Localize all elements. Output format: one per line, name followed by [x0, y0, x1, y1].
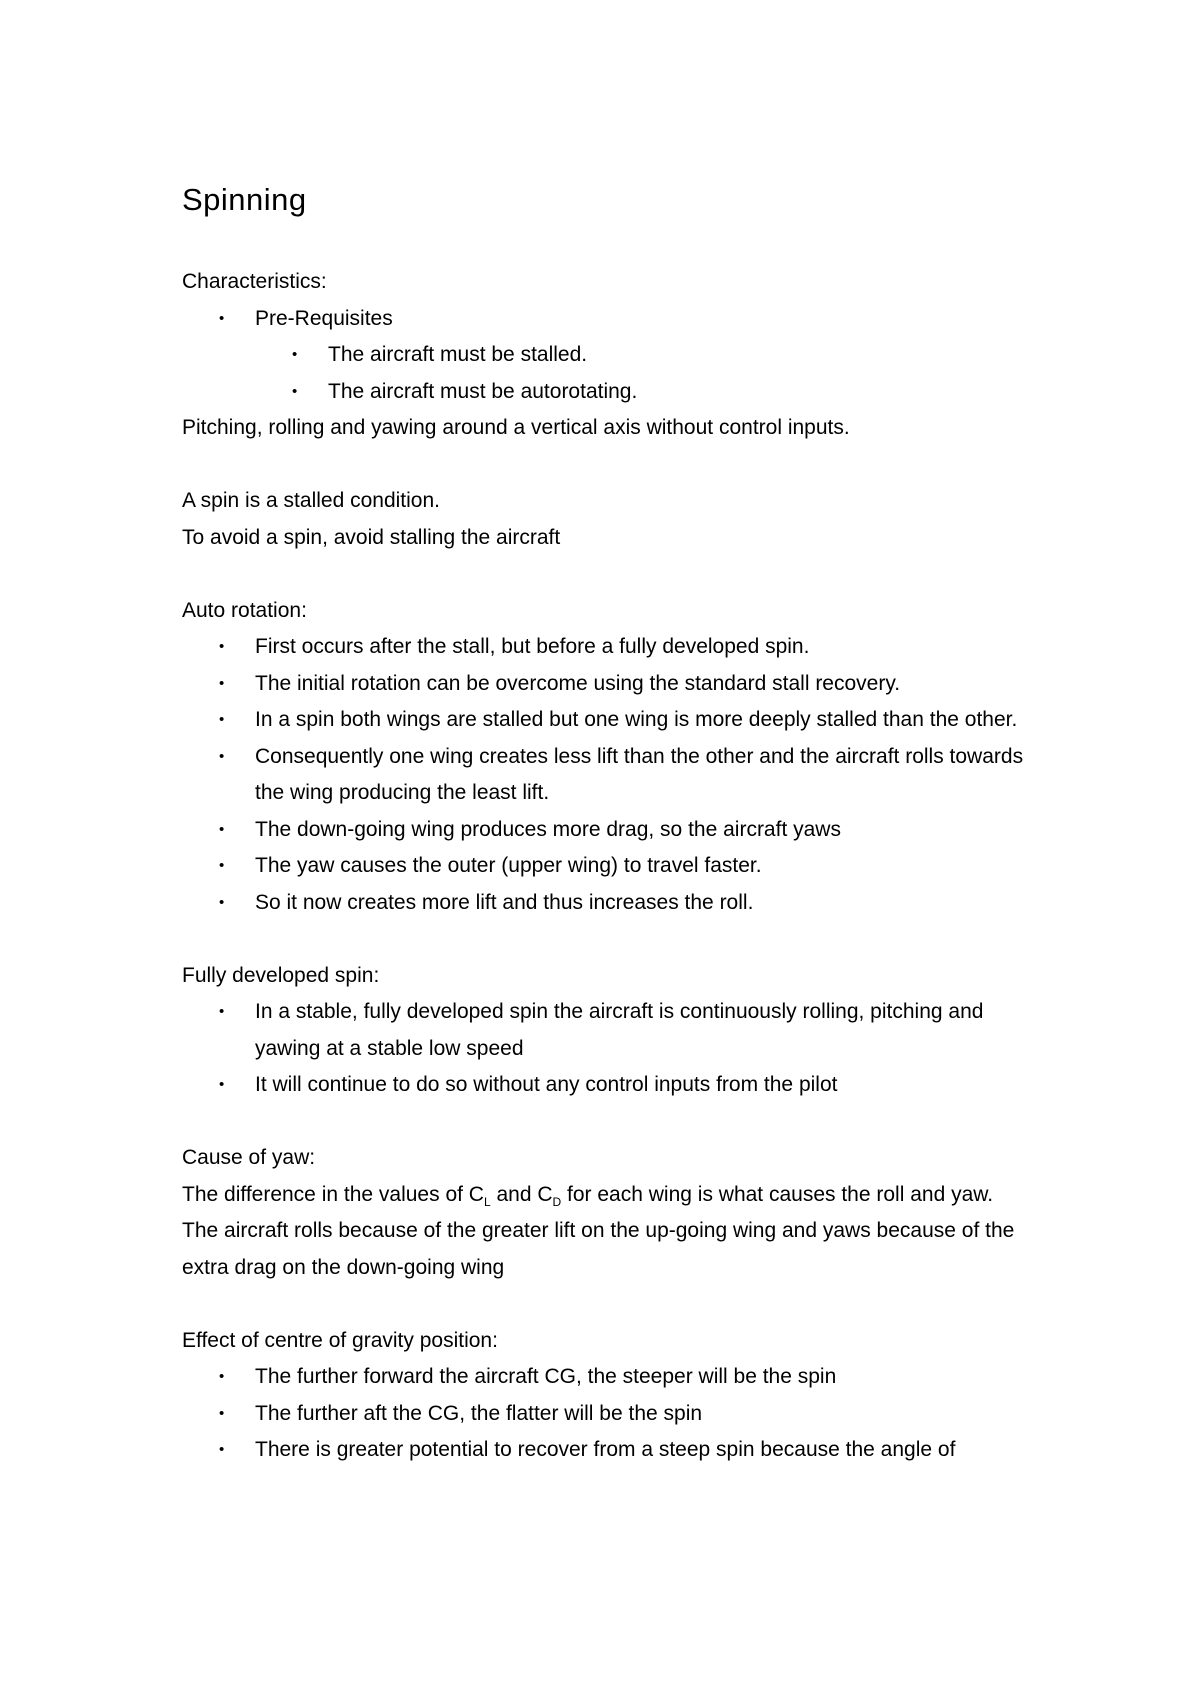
bullet-icon: •	[292, 382, 298, 400]
list-item-text: The aircraft must be autorotating.	[328, 379, 638, 403]
cg-heading: Effect of centre of gravity position:	[182, 1328, 498, 1352]
developed-spin-heading: Fully developed spin:	[182, 963, 380, 987]
text-run: and C	[490, 1182, 553, 1206]
paragraph	[182, 1177, 1042, 1214]
list-item-text: The down-going wing produces more drag, so the aircraft yaws	[255, 817, 841, 841]
list-item	[182, 666, 1042, 703]
list-item-text: So it now creates more lift and thus increases the roll.	[255, 890, 754, 914]
bullet-icon: •	[219, 1404, 225, 1422]
bullet-icon: •	[219, 1003, 225, 1020]
cause-of-yaw-heading: Cause of yaw:	[182, 1146, 316, 1169]
paragraph: To avoid a spin, avoid stalling the aircraft	[182, 525, 561, 549]
document-body	[182, 180, 1042, 1469]
bullet-icon: •	[219, 747, 225, 765]
list-item-text: The aircraft must be stalled.	[328, 343, 588, 366]
list-item	[182, 739, 1042, 812]
bullet-icon: •	[219, 1368, 225, 1385]
list-item	[182, 1432, 1042, 1469]
bullet-icon: •	[219, 820, 225, 838]
bullet-icon: •	[219, 674, 225, 692]
list-item-text: Consequently one wing creates less lift than the other and the aircraft rolls towards the wing producing the least lift.	[255, 744, 1024, 804]
list-item	[182, 1396, 1042, 1433]
list-item	[182, 1359, 1042, 1396]
characteristics-heading: Characteristics:	[182, 270, 327, 293]
list-item	[182, 702, 1042, 739]
subscript: L	[483, 1194, 491, 1209]
list-item	[182, 1067, 1042, 1104]
list-item-text: The further aft the CG, the flatter will be the spin	[255, 1401, 703, 1425]
autorotation-heading: Auto rotation:	[182, 598, 307, 622]
list-item-text: Pre-Requisites	[255, 306, 393, 330]
bullet-icon: •	[219, 638, 225, 655]
autorotation-list	[182, 629, 1042, 921]
text-run: for each wing is what causes the roll and yaw.	[561, 1182, 994, 1206]
list-item	[182, 812, 1042, 849]
list-item-prerequisites	[182, 301, 1042, 338]
list-item-text: The yaw causes the outer (upper wing) to travel faster.	[255, 854, 762, 877]
paragraph: Pitching, rolling and yawing around a vertical axis without control inputs.	[182, 416, 850, 439]
list-item-text: First occurs after the stall, but before a fully developed spin.	[255, 635, 810, 658]
list-item-text: There is greater potential to recover from a steep spin because the angle of	[255, 1438, 956, 1461]
bullet-icon: •	[292, 346, 298, 363]
cg-list	[182, 1359, 1042, 1469]
bullet-icon: •	[219, 711, 225, 728]
list-item	[182, 629, 1042, 666]
list-item-text: It will continue to do so without any control inputs from the pilot	[255, 1073, 838, 1096]
subscript: D	[552, 1194, 562, 1209]
sub-list-item	[182, 374, 1042, 411]
developed-spin-list	[182, 994, 1042, 1104]
paragraph: A spin is a stalled condition.	[182, 489, 440, 512]
list-item-text: In a spin both wings are stalled but one wing is more deeply stalled than the other.	[255, 708, 1018, 731]
sub-list-item	[182, 337, 1042, 374]
bullet-icon: •	[219, 1441, 225, 1458]
bullet-icon: •	[219, 1076, 225, 1093]
bullet-icon: •	[219, 893, 225, 911]
list-item-text: The initial rotation can be overcome using the standard stall recovery.	[255, 671, 901, 695]
characteristics-list	[182, 301, 1042, 411]
bullet-icon: •	[219, 857, 225, 874]
list-item-text: In a stable, fully developed spin the aircraft is continuously rolling, pitching and yawing at a stable low speed	[255, 1000, 984, 1060]
page-title: Spinning	[182, 182, 307, 217]
paragraph: The aircraft rolls because of the greater lift on the up-going wing and yaws because of the extra drag on the down-going wing	[182, 1219, 1015, 1279]
list-item-text: The further forward the aircraft CG, the steeper will be the spin	[255, 1365, 837, 1388]
list-item	[182, 848, 1042, 885]
text-run: The difference in the values of C	[182, 1182, 484, 1206]
bullet-icon: •	[219, 309, 225, 327]
list-item	[182, 885, 1042, 922]
list-item	[182, 994, 1042, 1067]
